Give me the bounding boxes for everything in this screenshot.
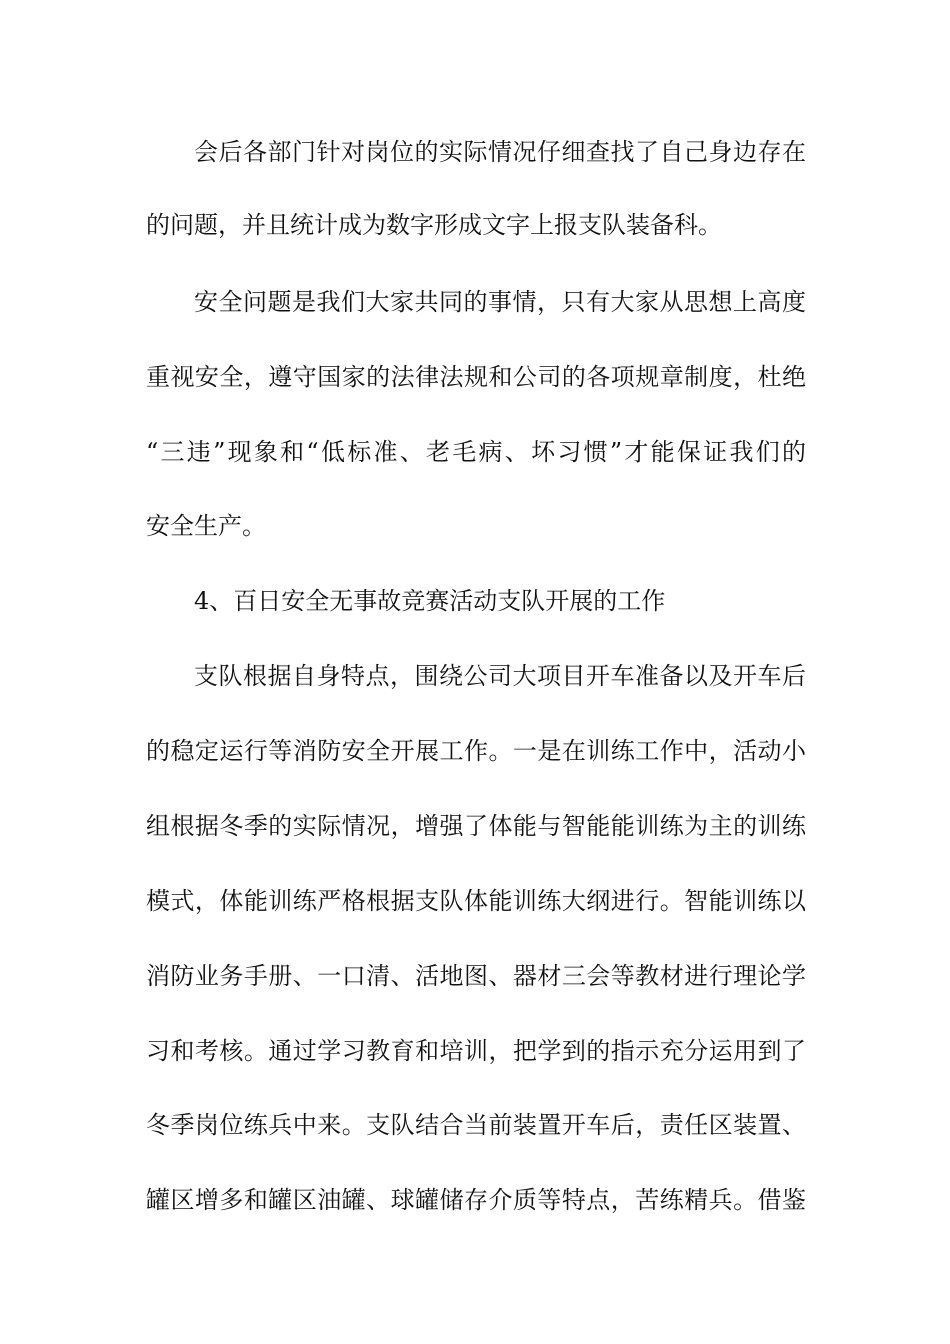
text-line: 重视安全，遵守国家的法律法规和公司的各项规章制度，杜绝 [146, 363, 806, 391]
text-line: 的问题，并且统计成为数字形成文字上报支队装备科。 [146, 211, 722, 239]
text-line: 组根据冬季的实际情况，增强了体能与智能能训练为主的训练 [146, 812, 806, 840]
text-line: 冬季岗位练兵中来。支队结合当前装置开车后，责任区装置、 [146, 1111, 806, 1139]
text-line: 模式，体能训练严格根据支队体能训练大纲进行。智能训练以 [146, 887, 806, 915]
text-line: 安全生产。 [146, 512, 266, 540]
text-line: 会后各部门针对岗位的实际情况仔细查找了自己身边存在 [194, 138, 806, 166]
text-line: 习和考核。通过学习教育和培训，把学到的指示充分运用到了 [146, 1037, 806, 1065]
text-line: 的稳定运行等消防安全开展工作。一是在训练工作中，活动小 [146, 737, 806, 765]
section-heading: 4、百日安全无事故竞赛活动支队开展的工作 [194, 587, 666, 615]
text-line: 罐区增多和罐区油罐、球罐储存介质等特点，苦练精兵。借鉴 [146, 1186, 806, 1214]
text-line: “三违”现象和“低标准、老毛病、坏习惯”才能保证我们的 [146, 438, 806, 466]
text-line: 支队根据自身特点，围绕公司大项目开车准备以及开车后 [194, 662, 806, 690]
text-line: 安全问题是我们大家共同的事情，只有大家从思想上高度 [194, 288, 806, 316]
text-line: 消防业务手册、一口清、活地图、器材三会等教材进行理论学 [146, 962, 806, 990]
